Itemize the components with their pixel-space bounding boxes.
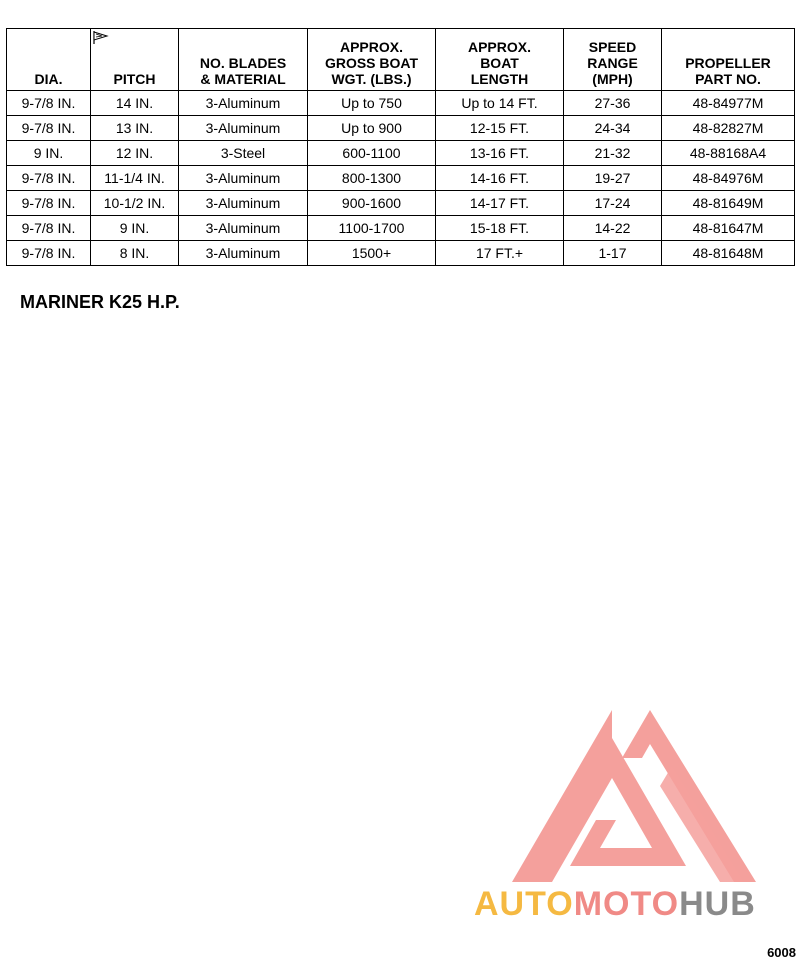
- cell-pitch: 11-1/4 IN.: [91, 166, 179, 191]
- cell-part-no: 48-82827M: [662, 116, 795, 141]
- cell-weight: 1100-1700: [308, 216, 436, 241]
- watermark-text-auto: AUTO: [474, 885, 574, 923]
- cell-dia: 9-7/8 IN.: [7, 241, 91, 266]
- watermark-text-moto: MOTO: [573, 885, 680, 923]
- cell-speed: 14-22: [564, 216, 662, 241]
- cell-part-no: 48-81647M: [662, 216, 795, 241]
- header-propeller-part-no: PROPELLER PART NO.: [662, 29, 795, 91]
- cell-part-no: 48-84976M: [662, 166, 795, 191]
- cell-pitch: 10-1/2 IN.: [91, 191, 179, 216]
- cell-dia: 9-7/8 IN.: [7, 216, 91, 241]
- cell-length: 15-18 FT.: [436, 216, 564, 241]
- cell-length: 13-16 FT.: [436, 141, 564, 166]
- header-dia: DIA.: [7, 29, 91, 91]
- table-row: [7, 191, 795, 216]
- cell-speed: 19-27: [564, 166, 662, 191]
- header-boat-length: APPROX. BOAT LENGTH: [436, 29, 564, 91]
- cell-dia: 9-7/8 IN.: [7, 116, 91, 141]
- watermark-text: [474, 886, 756, 922]
- cell-speed: 17-24: [564, 191, 662, 216]
- cell-pitch: 9 IN.: [91, 216, 179, 241]
- header-speed-range: SPEED RANGE (MPH): [564, 29, 662, 91]
- header-blades-material: NO. BLADES & MATERIAL: [179, 29, 308, 91]
- propeller-table: [6, 28, 795, 266]
- cell-dia: 9-7/8 IN.: [7, 166, 91, 191]
- cell-blades: 3-Aluminum: [179, 166, 308, 191]
- figure-number: 6008: [767, 945, 796, 960]
- cell-weight: Up to 750: [308, 91, 436, 116]
- table-row: [7, 166, 795, 191]
- cell-pitch: 12 IN.: [91, 141, 179, 166]
- triangle-logo-icon: [500, 706, 760, 886]
- cell-dia: 9 IN.: [7, 141, 91, 166]
- cell-weight: 800-1300: [308, 166, 436, 191]
- header-gross-boat-weight: APPROX. GROSS BOAT WGT. (LBS.): [308, 29, 436, 91]
- automotohub-watermark: [470, 706, 790, 923]
- cell-length: 14-16 FT.: [436, 166, 564, 191]
- model-title: MARINER K25 H.P.: [20, 292, 180, 312]
- cell-dia: 9-7/8 IN.: [7, 191, 91, 216]
- cell-part-no: 48-81648M: [662, 241, 795, 266]
- header-pitch: PITCH: [91, 29, 179, 91]
- cell-dia: 9-7/8 IN.: [7, 91, 91, 116]
- watermark-text-hub: HUB: [679, 885, 756, 923]
- cell-speed: 21-32: [564, 141, 662, 166]
- cell-weight: 900-1600: [308, 191, 436, 216]
- cell-weight: 600-1100: [308, 141, 436, 166]
- cell-speed: 27-36: [564, 91, 662, 116]
- cell-pitch: 13 IN.: [91, 116, 179, 141]
- table-row: [7, 216, 795, 241]
- table-row: [7, 141, 795, 166]
- cell-blades: 3-Aluminum: [179, 91, 308, 116]
- table-header-row: [7, 29, 795, 91]
- cell-blades: 3-Aluminum: [179, 191, 308, 216]
- cell-pitch: 8 IN.: [91, 241, 179, 266]
- cell-part-no: 48-84977M: [662, 91, 795, 116]
- cell-speed: 1-17: [564, 241, 662, 266]
- cell-length: Up to 14 FT.: [436, 91, 564, 116]
- cell-weight: Up to 900: [308, 116, 436, 141]
- cell-part-no: 48-81649M: [662, 191, 795, 216]
- cell-length: 14-17 FT.: [436, 191, 564, 216]
- cell-pitch: 14 IN.: [91, 91, 179, 116]
- cell-blades: 3-Steel: [179, 141, 308, 166]
- flag-icon: [93, 31, 109, 45]
- cell-blades: 3-Aluminum: [179, 241, 308, 266]
- cell-length: 17 FT.+: [436, 241, 564, 266]
- table-row: [7, 116, 795, 141]
- cell-blades: 3-Aluminum: [179, 216, 308, 241]
- cell-weight: 1500+: [308, 241, 436, 266]
- cell-speed: 24-34: [564, 116, 662, 141]
- cell-length: 12-15 FT.: [436, 116, 564, 141]
- table-row: [7, 241, 795, 266]
- cell-blades: 3-Aluminum: [179, 116, 308, 141]
- table-row: [7, 91, 795, 116]
- cell-part-no: 48-88168A4: [662, 141, 795, 166]
